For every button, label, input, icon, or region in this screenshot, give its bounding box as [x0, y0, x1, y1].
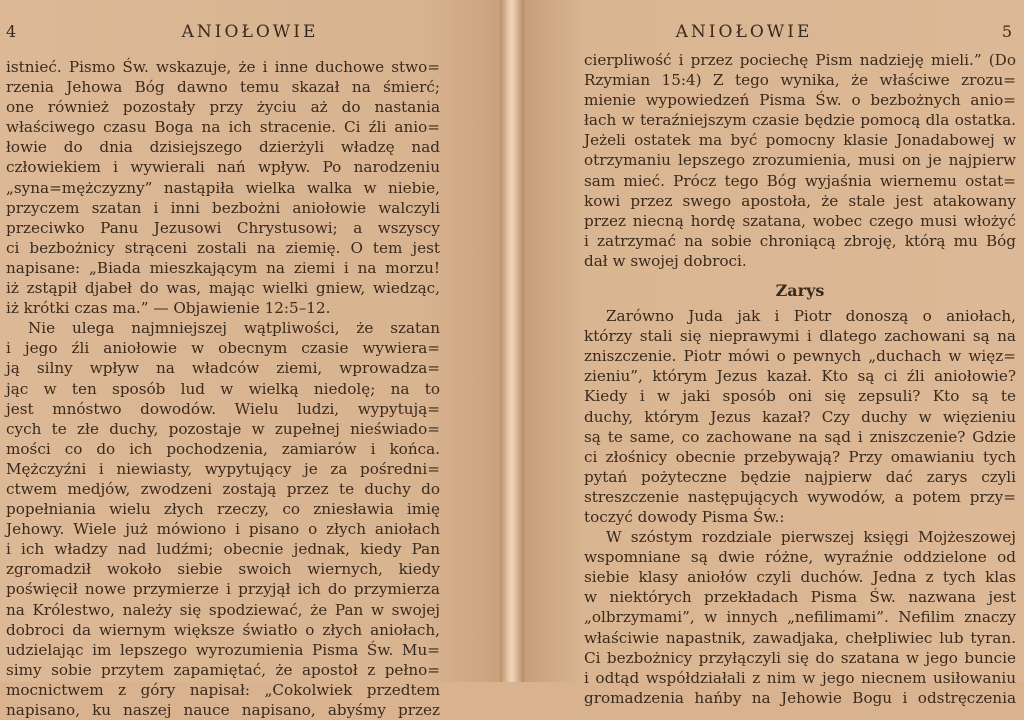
- text-line: dał w swojej dobroci.: [584, 251, 747, 270]
- right-page-header: [524, 22, 1024, 44]
- text-line: udzielając im lepszego wyrozumienia Pisma Św. Mu=: [6, 640, 440, 659]
- text-line: siebie klasy aniołów czyli duchów. Jedna z tych klas: [584, 568, 1016, 587]
- page-number: 5: [1001, 22, 1012, 41]
- text-line: napisano, ku naszej nauce napisano, abyśmy przez: [6, 701, 440, 719]
- text-line: mocnictwem z góry napisał: „Cokolwiek przedtem: [6, 680, 440, 699]
- text-line: właściwie napastnik, zawadjaka, chełpliwiec lub tyran.: [584, 628, 1016, 647]
- text-line: Ci bezbożnicy przyłączyli się do szatana w jego buncie: [584, 648, 1016, 667]
- text-line: łowie do dnia dzisiejszego dzierżyli władzę nad: [6, 138, 440, 157]
- text-line: którzy stali się nieprawymi i dlatego zachowani są na: [584, 327, 1016, 346]
- text-line: zieniu”, którym Jezus kazał. Kto są ci źli aniołowie?: [584, 367, 1016, 386]
- text-line: sam mieć. Prócz tego Bóg wyjaśnia wiernemu ostat=: [584, 171, 1016, 190]
- text-line: Mężczyźni i niewiasty, wypytujący je za pośredni=: [6, 459, 440, 478]
- text-line: Jehowy. Wiele już mówiono i pisano o złych aniołach: [6, 520, 440, 539]
- text-line: wspomniane są dwie różne, wyraźnie oddzielone od: [584, 548, 1016, 567]
- text-line: przeciwko Panu Jezusowi Chrystusowi; a wszyscy: [6, 218, 440, 237]
- text-line: Rzymian 15:4) Z tego wynika, że właściwe zrozu=: [584, 71, 1016, 90]
- book-gutter: [500, 0, 524, 682]
- text-line: gromadzenia hańby na Jehowie Bogu i odstręczenia: [584, 688, 1016, 707]
- text-line: poświęcił nowe przymierze i przyjął ich do przymierza: [6, 580, 440, 599]
- text-line: człowiekiem i wywierali nań wpływ. Po narodzeniu: [6, 158, 440, 177]
- paragraph-start-line: Nie ulega najmniejszej wątpliwości, że szatan: [28, 319, 440, 338]
- left-page-header: [0, 22, 500, 44]
- text-line: pytań pożyteczne będzie najpierw dać zarys czyli: [584, 467, 1016, 486]
- text-line: ją silny wpływ na władców ziemi, wprowadza=: [6, 359, 440, 378]
- running-title: ANIOŁOWIE: [675, 22, 813, 42]
- text-line: mości co do ich pochodzenia, zamiarów i końca.: [6, 439, 440, 458]
- text-line: i ich władzy nad ludźmi; obecnie jednak, kiedy Pan: [6, 540, 440, 559]
- text-line: duchy, którym Jezus kazał? Czy duchy w więzieniu: [584, 407, 1016, 426]
- text-line: „syna=mężczyzny” nastąpiła wielka walka w niebie,: [6, 178, 440, 197]
- page-number: 4: [6, 22, 17, 41]
- text-line: cych te złe duchy, pozostaje w zupełnej nieświado=: [6, 419, 440, 438]
- text-line: napisane: „Biada mieszkającym na ziemi i na morzu!: [6, 258, 440, 277]
- text-line: rzenia Jehowa Bóg dawno temu skazał na śmierć;: [6, 78, 440, 97]
- text-line: zniszczenie. Piotr mówi o pewnych „duchach w więz=: [584, 347, 1016, 366]
- text-line: i odtąd współdziałali z nim w jego niecnem usiłowaniu: [584, 668, 1016, 687]
- text-line: popełniania wielu złych rzeczy, co zniesławia imię: [6, 500, 440, 519]
- text-line: łach w teraźniejszym czasie będzie pomocą dla ostatka.: [584, 111, 1016, 130]
- text-line: i jego źli aniołowie w obecnym czasie wywiera=: [6, 339, 440, 358]
- text-line: iż zstąpił djabeł do was, mając wielki gniew, wiedząc,: [6, 279, 440, 298]
- left-page: [0, 0, 500, 719]
- text-line: Jeżeli ostatek ma być pomocny klasie Jonadabowej w: [584, 131, 1016, 150]
- text-line: toczyć dowody Pisma Św.:: [584, 507, 785, 526]
- section-heading: Zarys: [775, 281, 825, 301]
- text-line: iż krótki czas ma.” — Objawienie 12:5–12.: [6, 299, 331, 318]
- left-page-text: [6, 57, 440, 720]
- text-line: jest mnóstwo dowodów. Wielu ludzi, wypytują=: [6, 399, 440, 418]
- text-line: simy sobie przytem zapamiętać, że apostoł z pełno=: [6, 660, 440, 679]
- text-line: istnieć. Pismo Św. wskazuje, że i inne duchowe stwo=: [6, 58, 440, 76]
- text-line: i zatrzymać na sobie chroniącą zbroję, którą mu Bóg: [584, 231, 1016, 250]
- text-line: ci bezbożnicy strąceni zostali na ziemię. O tem jest: [6, 238, 440, 257]
- paragraph-start-line: W szóstym rozdziale pierwszej księgi Mojżeszowej: [606, 528, 1016, 547]
- text-line: zgromadził wokoło siebie swoich wiernych, kiedy: [6, 560, 440, 579]
- paragraph-start-line: Zarówno Juda jak i Piotr donoszą o aniołach,: [606, 307, 1016, 326]
- text-line: są te same, co zachowane na sąd i zniszczenie? Gdzie: [584, 427, 1016, 446]
- text-line: one również pozostały przy życiu aż do nastania: [6, 98, 440, 117]
- text-line: w niektórych przekładach Pisma Św. nazwana jest: [584, 588, 1016, 607]
- right-page-text: [584, 50, 1016, 708]
- text-line: ci złośnicy obecnie przebywają? Przy omawianiu tych: [584, 447, 1016, 466]
- text-line: jąc w ten sposób lud w wielką niedolę; na to: [6, 379, 440, 398]
- text-line: na Królestwo, należy się spodziewać, że Pan w swojej: [6, 600, 440, 619]
- running-title: ANIOŁOWIE: [181, 22, 319, 42]
- text-line: cierpliwość i przez pociechę Pism nadzieję mieli.” (Do: [584, 51, 1016, 69]
- text-line: „olbrzymami”, w innych „nefilimami”. Nefilim znaczy: [584, 608, 1016, 627]
- right-page: [524, 0, 1024, 707]
- text-line: właściwego czasu Boga na ich stracenie. Ci źli anio=: [6, 118, 440, 137]
- text-line: ctwem medjów, zwodzeni zostają przez te duchy do: [6, 479, 440, 498]
- text-line: otrzymaniu lepszego zrozumienia, musi on je najpierw: [584, 151, 1016, 170]
- text-line: kowi przez swego apostoła, że stale jest atakowany: [584, 191, 1016, 210]
- text-line: streszczenie następujących wywodów, a potem przy=: [584, 487, 1016, 506]
- text-line: przez niecną hordę szatana, wobec czego musi włożyć: [584, 211, 1016, 230]
- text-line: dobroci da wiernym większe światło o złych aniołach,: [6, 620, 440, 639]
- text-line: Kiedy i w jaki sposób oni się zepsuli? Kto są te: [584, 387, 1016, 406]
- text-line: mienie wypowiedzeń Pisma Św. o bezbożnych anio=: [584, 91, 1016, 110]
- text-line: przyczem szatan i inni bezbożni aniołowie walczyli: [6, 198, 440, 217]
